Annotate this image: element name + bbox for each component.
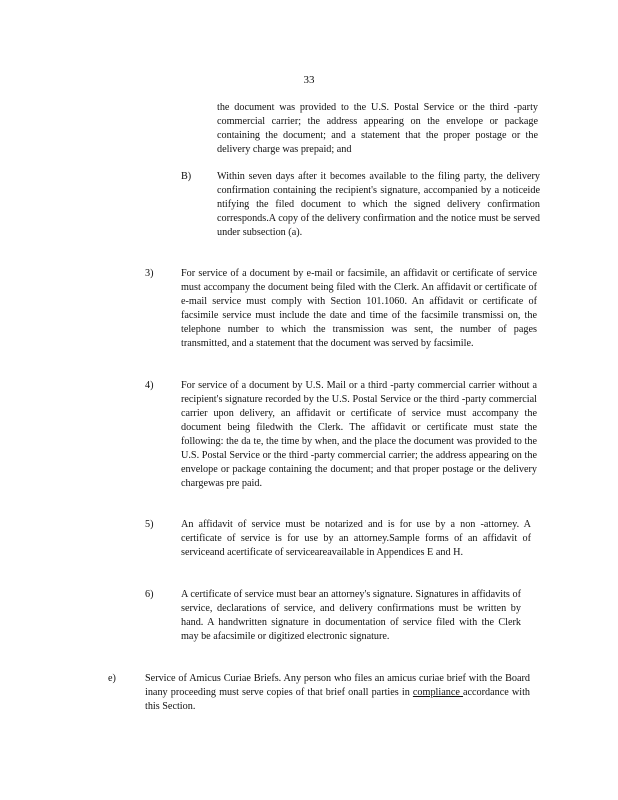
item-b-marker: B) <box>181 171 192 182</box>
item-4-text: For service of a document by U.S. Mail or a third -party commercial carrier without a recipient's signature recorded by the U.S. Postal Service or the third -party commercial carrier upon delivery, an affidavit or certificate of service must accompany the document being filedwith the Clerk. The affidavit or certificate must state the following: the da te, the time by when, and the place the document was provided to the U.S. Postal Service or the third -party commercial carrier; the address appearing on the envelope or package containing the document; and that proper postage or the delivery chargewas pre paid. <box>181 380 537 489</box>
item-3-text: For service of a document by e-mail or facsimile, an affidavit or certificate of service must accompany the document being filed with the Clerk. An affidavit or certificate of e-mail service must comply with Section 101.1060. An affidavit or certificate of facsimile service must include the date and time of the facsimile transmissi on, the telephone number to which the transmission was sent, the number of pages transmitted, and a statement that the document was served by facsimile. <box>181 268 537 349</box>
item-e-paragraph <box>145 672 530 714</box>
item-b-text: Within seven days after it becomes available to the filing party, the delivery confirmation containing the recipient's signature, accompanied by a noticeide ntifying the filed document to which the signed delivery confirmation corresponds.A copy of the delivery confirmation and the notice must be served under subsection (a). <box>217 171 540 238</box>
item-6-text: A certificate of service must bear an attorney's signature. Signatures in affidavits of service, declarations of service, and delivery confirmations must be written by hand. A handwritten signature in documentation of service filed with the Clerk may be afacsimile or digitized electronic signature. <box>181 589 521 642</box>
item-e-text-after: accordance with this Section. <box>145 687 531 712</box>
item-6-marker: 6) <box>145 589 154 600</box>
continuation-paragraph: the document was provided to the U.S. Postal Service or the third -party commercial carrier; the address appearing on the envelope or package containing the document; and a statement that the proper postage or the delivery charge was prepaid; and <box>217 102 538 155</box>
page-number: 33 <box>303 74 315 86</box>
inserted-text: compliance <box>412 687 463 698</box>
item-4-marker: 4) <box>145 380 154 391</box>
item-e-marker: e) <box>108 673 116 684</box>
item-5-marker: 5) <box>145 519 154 530</box>
item-e-text-before: Service of Amicus Curiae Briefs. Any person who files an amicus curiae brief with the Board inany proceeding must serve copies of that brief onall parties in <box>145 673 530 698</box>
item-3-marker: 3) <box>145 268 154 279</box>
item-5-text: An affidavit of service must be notarized and is for use by a non -attorney. A certificate of service is for use by an attorney.Sample forms of an affidavit of serviceand acertificate of serviceareavailable in Appendices E and H. <box>181 519 531 558</box>
